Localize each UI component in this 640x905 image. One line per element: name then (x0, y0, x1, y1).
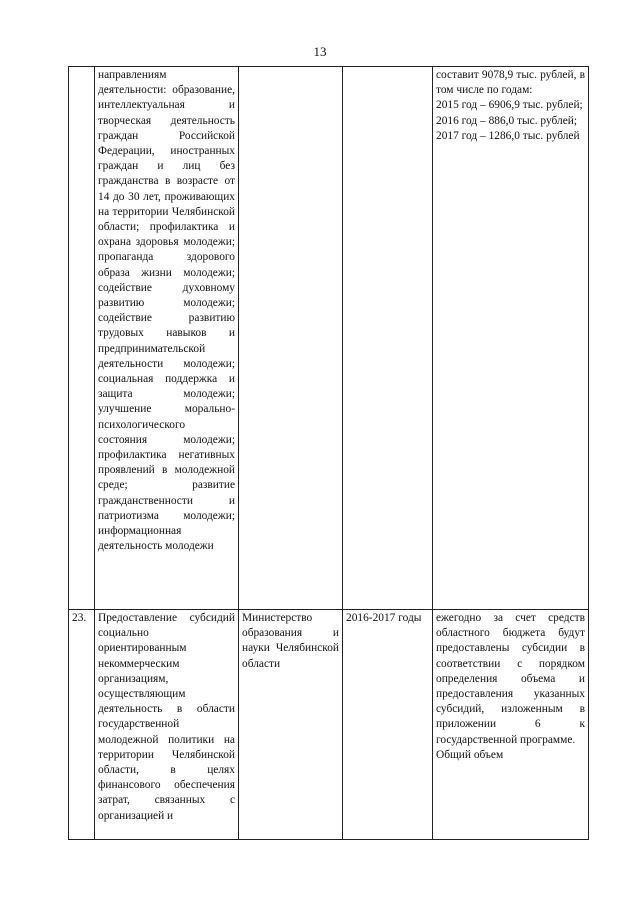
result-extra-text: Общий объем (436, 748, 504, 761)
result-cell (433, 610, 589, 840)
executor-cell: Министерство образования и науки Челябинской области (239, 610, 343, 840)
result-cell (433, 67, 589, 610)
table-row (69, 610, 589, 840)
result-text: составит 9078,9 тыс. рублей, в том числе по годам: (436, 69, 585, 97)
result-text: ежегодно за счет средств областного бюджета будут предоставлены субсидии в соответствии с порядком определения объема и предоставления указанных субсидий, изложенным в приложении 6 к государственной программе. (436, 612, 585, 746)
measure-description-cell: Предоставление субсидий социально ориентированным некоммерческим организациям, осуществляющим деятельность в области государственной молодежной политики на территории Челябинской области, в целях финансового обеспечения затрат, связанных с организацией и (95, 610, 239, 840)
term-cell: 2016-2017 годы (343, 610, 433, 840)
executor-cell (239, 67, 343, 610)
measure-description-cell: направлениям деятельности: образование, интеллектуальная и творческая деятельность граждан Российской Федерации, иностранных граждан и лиц без гражданства в возрасте от 14 до 30 лет, проживающих на территории Челябинской области; профилактика и охрана здоровья молодежи; пропаганда здорового образа жизни молодежи; содействие духовному развитию молодежи; содействие развитию трудовых навыков и предпринимательской деятельности молодежи; социальная поддержка и защита молодежи; улучшение морально-психологического состояния молодежи; профилактика негативных проявлений в молодежной среде; развитие гражданственности и патриотизма молодежи; информационная деятельность молодежи (95, 67, 239, 610)
result-year-2017: 2017 год – 1286,0 тыс. рублей (436, 129, 580, 142)
program-measures-table (68, 66, 589, 840)
term-cell (343, 67, 433, 610)
row-number-cell: 23. (69, 610, 95, 840)
page-number: 13 (313, 44, 327, 59)
row-number-cell (69, 67, 95, 610)
table-row (69, 67, 589, 610)
result-year-2015: 2015 год – 6906,9 тыс. рублей; (436, 99, 583, 112)
result-year-2016: 2016 год – 886,0 тыс. рублей; (436, 114, 578, 127)
